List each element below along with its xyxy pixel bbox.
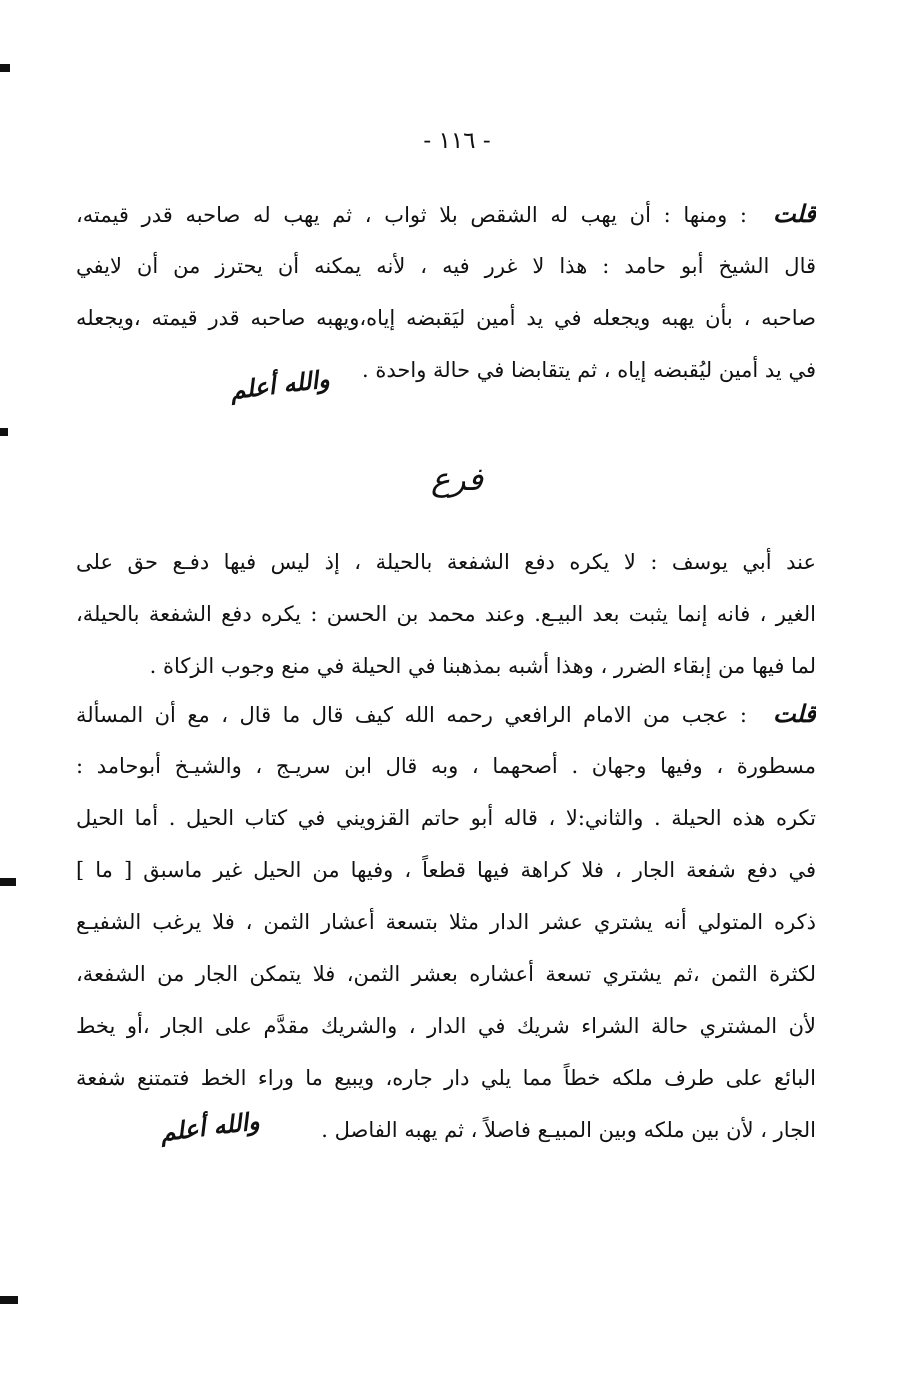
text-line: لأن المشتري حالة الشراء شريك في الدار ، والشريك مقدَّم على الجار ،أو يخط (76, 1014, 816, 1038)
text-line: صاحبه ، بأن يهبه ويجعله في يد أمين ليَقبضه إياه،ويهبه صاحبه قدر قيمته ،ويجعله (76, 306, 816, 330)
closing-formula: والله أعلم (228, 364, 332, 405)
text-line: مسطورة ، وفيها وجهان . أصحهما ، وبه قال ابن سريـج ، والشيـخ أبوحامد : (76, 754, 816, 778)
paragraph-far (76, 536, 816, 692)
scan-edge-mark (0, 428, 8, 436)
text-line: البائع على طرف ملكه خطاً مما يلي دار جاره، ويبيع ما وراء الخط فتمتنع شفعة (76, 1066, 816, 1090)
paragraph-qultu-2 (76, 688, 816, 1156)
qultu-label: قلت (773, 699, 816, 728)
text-line: تكره هذه الحيلة . والثاني:لا ، قاله أبو حاتم القزويني في كتاب الحيل . أما الحيل (76, 806, 816, 830)
scan-edge-mark (0, 1296, 18, 1304)
text-line: الجار ، لأن بين ملكه وبين المبيـع فاصلاً ، ثم يهبه الفاصل . (321, 1118, 816, 1142)
text-line: قلت: ومنها : أن يهب له الشقص بلا ثواب ، ثم يهب له صاحبه قدر قيمته، (76, 199, 816, 228)
text-line: عند أبي يوسف : لا يكره دفع الشفعة بالحيلة ، إذ ليس فيها دفـع حق على (76, 550, 816, 574)
text-line: قال الشيخ أبو حامد : هذا لا غرر فيه ، لأنه يمكنه أن يحترز من أن لايفي (76, 254, 816, 278)
text-line: الغير ، فانه إنما يثبت بعد البيـع. وعند محمد بن الحسن : يكره دفع الشفعة بالحيلة، (76, 602, 816, 626)
text-line: في يد أمين ليُقبضه إياه ، ثم يتقابضا في حالة واحدة . (362, 358, 816, 382)
scan-edge-mark (0, 64, 10, 72)
text-line: في دفع شفعة الجار ، فلا كراهة فيها قطعاً ، وفيها من الحيل غير ماسبق [ ما ] (76, 858, 816, 882)
paragraph-qultu-1 (76, 188, 816, 396)
scan-edge-mark (0, 878, 16, 886)
text-line: ذكره المتولي أنه يشتري عشر الدار مثلا بتسعة أعشار الثمن ، فلا يرغب الشفيـع (76, 910, 816, 934)
text-line: لما فيها من إبقاء الضرر ، وهذا أشبه بمذهبنا في الحيلة في منع وجوب الزكاة . (149, 654, 816, 678)
section-heading: فرع (430, 460, 484, 498)
text-line: قلت: عجب من الامام الرافعي رحمه الله كيف قال ما قال ، مع أن المسألة (76, 699, 816, 728)
closing-formula: والله أعلم (158, 1106, 262, 1147)
text-line: لكثرة الثمن ،ثم يشتري تسعة أعشاره بعشر الثمن، فلا يتمكن الجار من الشفعة، (76, 962, 816, 986)
qultu-label: قلت (773, 199, 816, 228)
page-number: - ١١٦ - (423, 128, 491, 154)
